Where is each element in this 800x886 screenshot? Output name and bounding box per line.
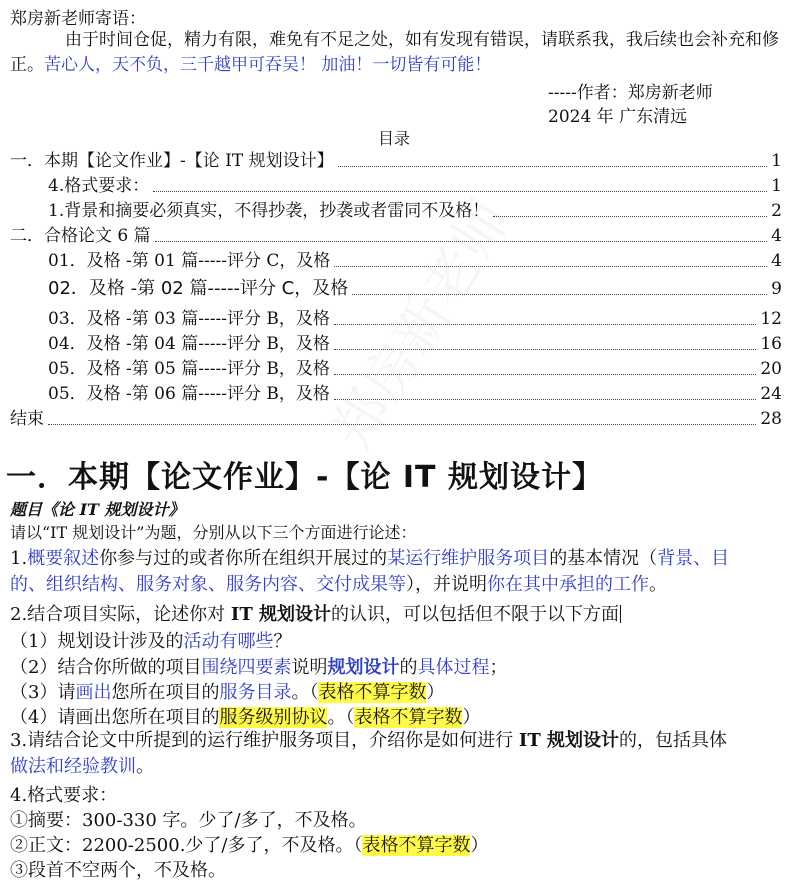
item-keyword: 画出 [75, 682, 112, 703]
essay-topic: 题目《论 IT 规划设计》 [10, 500, 185, 519]
item-keyword: 具体过程 [417, 657, 490, 678]
item-text: （4）请画出您所在项目的 [10, 707, 220, 728]
toc-entry-label: 1.背景和摘要必须真实，不得抄袭，抄袭或者雷同不及格！ [48, 201, 490, 221]
toc-page-number: 1 [771, 176, 782, 196]
req3-text: 3.请结合论文中所提到的运行维护服务项目，介绍你是如何进行 [10, 730, 519, 751]
message-motto: 苦心人，天不负，三千越甲可吞吴！ 加油！一切皆有可能！ [44, 55, 492, 75]
toc-page-number: 16 [760, 334, 782, 354]
req3-text: 。 [136, 756, 154, 777]
item-text: ？ [273, 631, 292, 652]
toc-entry[interactable] [48, 176, 782, 196]
req1-text: 你参与过的或者你所在组织开展过的 [99, 548, 388, 569]
toc-page-number: 4 [771, 226, 782, 246]
message-text: 由于时间仓促，精力有限，难免有不足之处，如有发现有错误，请联系我，我后续也会补充和修正。 [10, 30, 779, 75]
toc-title: 目录 [378, 129, 411, 148]
toc-page-number: 20 [760, 359, 782, 379]
toc-page-number: 2 [771, 201, 782, 221]
toc-entry-label: 04．及格 -第 04 篇-----评分 B，及格 [48, 334, 330, 354]
text-cursor [620, 605, 621, 623]
toc-page-number: 28 [760, 409, 782, 429]
greeting-message [10, 28, 785, 78]
toc-entry-label: 03．及格 -第 03 篇-----评分 B，及格 [48, 309, 330, 329]
toc-page-number: 24 [760, 384, 782, 404]
highlight-keyword: 服务级别协议 [219, 707, 328, 728]
format-rule-3: ③段首不空两个，不及格。 [10, 860, 226, 881]
toc-page-number: 9 [771, 279, 782, 299]
item-text: （2）结合你所做的项目 [10, 657, 202, 678]
req1-keyword: 你在其中承担的工作 [487, 574, 649, 595]
item-text: 您所在项目的 [111, 682, 220, 703]
toc-entry[interactable] [10, 226, 782, 246]
toc-entry-label: 02．及格 -第 02 篇-----评分 C，及格 [48, 278, 349, 299]
toc-entry-label: 4.格式要求： [48, 176, 150, 196]
rule-text: ②正文：2200-2500.少了/多了，不及格。（ [10, 835, 363, 856]
toc-entry-label: 05．及格 -第 05 篇-----评分 B，及格 [48, 359, 330, 379]
toc-entry-label: 二．合格论文 6 篇 [10, 226, 151, 246]
req1-keyword: 概要叙述 [27, 548, 100, 569]
req1-keyword: 的、组织结构、服务对象、服务内容、交付成果等 [10, 574, 406, 595]
item-text: （1）规划设计涉及的 [10, 631, 184, 652]
toc-entry-label: 01．及格 -第 01 篇-----评分 C，及格 [48, 251, 331, 271]
toc-page-number: 4 [771, 251, 782, 271]
toc-leader [334, 266, 767, 267]
requirement-1 [10, 546, 790, 598]
req3-keyword: 做法和经验教训 [10, 756, 136, 777]
req1-text: 的基本情况（ [549, 548, 658, 569]
item-keyword: 规划设计 [327, 657, 400, 678]
item-text: ） [462, 707, 481, 728]
req1-number: 1. [10, 548, 28, 569]
item-keyword: 围绕四要素 [201, 657, 292, 678]
highlight-note: 表格不算字数 [318, 682, 427, 703]
highlight-note: 表格不算字数 [362, 835, 471, 856]
date-place: 2024 年 广东清远 [548, 107, 688, 127]
item-text: 说明 [291, 657, 328, 678]
toc-leader [493, 216, 767, 217]
item-text: 。（ [327, 707, 355, 728]
req3-keyword: IT 规划设计 [518, 730, 619, 751]
item-text: ） [426, 682, 445, 703]
req2-text: 2.结合项目实际，论述你对 [10, 604, 231, 625]
sub-item-2 [10, 653, 507, 679]
rule-text: ） [470, 835, 489, 856]
req1-keyword: 某运行维护服务项目 [387, 548, 550, 569]
essay-intro: 请以“IT 规划设计”为题，分别从以下三个方面进行论述： [10, 523, 417, 542]
item-text: ； [489, 657, 508, 678]
toc-entry-label: 一．本期【论文作业】-【论 IT 规划设计】 [10, 151, 334, 171]
author-line: -----作者：郑房新老师 [548, 83, 713, 103]
req3-text: 的，包括具体 [619, 730, 727, 751]
item-keyword: 活动有哪些 [183, 631, 274, 652]
toc-entry-label: 结束 [10, 409, 44, 429]
toc-entry[interactable] [10, 151, 782, 171]
req1-text: ），并说明 [406, 574, 487, 595]
item-keyword: 服务目录 [219, 682, 292, 703]
sub-item-4 [10, 703, 480, 729]
req2-text: 的认识，可以包括但不限于以下方面 [331, 604, 619, 625]
req1-text: 。 [649, 574, 667, 595]
item-text: 。（ [291, 682, 319, 703]
sub-item-3 [10, 678, 444, 704]
format-rule-2 [10, 831, 488, 857]
item-text: （3）请 [10, 682, 76, 703]
toc-entry[interactable] [48, 201, 782, 221]
sub-item-1 [10, 627, 291, 653]
format-title: 4.格式要求： [10, 785, 118, 806]
toc-page-number: 12 [760, 309, 782, 329]
requirement-2 [10, 600, 621, 626]
toc-leader [338, 166, 768, 167]
greeting: 郑房新老师寄语： [10, 9, 146, 29]
toc-page-number: 1 [771, 151, 782, 171]
toc-entry-label: 05．及格 -第 06 篇-----评分 B，及格 [48, 384, 330, 404]
item-text: 的 [399, 657, 418, 678]
toc-leader [48, 424, 756, 425]
requirement-3 [10, 728, 790, 780]
req1-keyword: 背景、目 [657, 548, 730, 569]
format-rule-1: ①摘要：300-330 字。少了/多了，不及格。 [10, 810, 367, 831]
req2-keyword: IT 规划设计 [230, 604, 331, 625]
section-heading: 一．本期【论文作业】-【论 IT 规划设计】 [6, 460, 603, 495]
highlight-note: 表格不算字数 [354, 707, 463, 728]
